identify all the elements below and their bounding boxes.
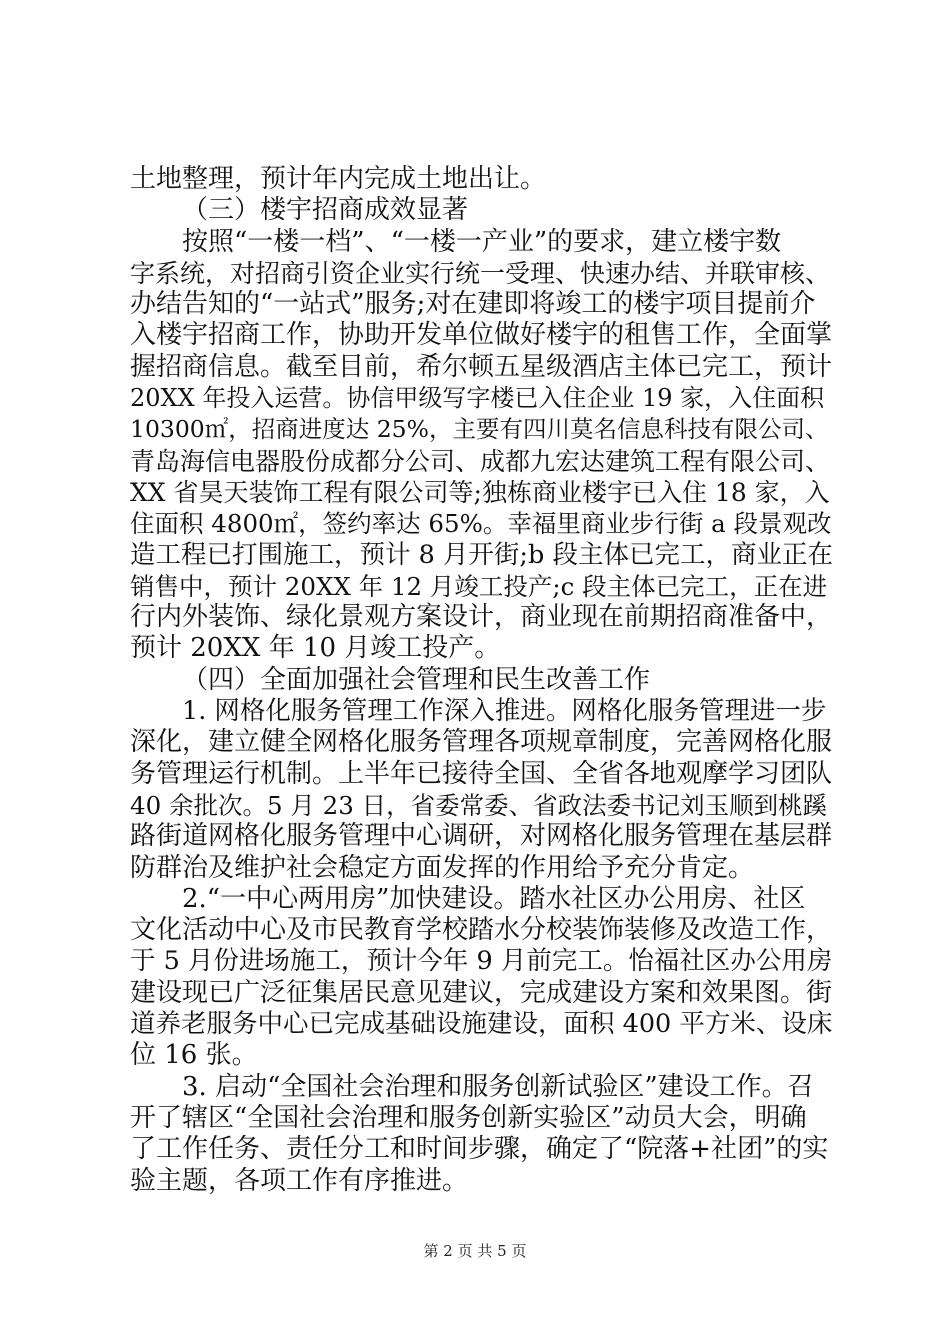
- text-line: 10300㎡，招商进度达 25%，主要有四川莫名信息科技有限公司、: [130, 415, 829, 444]
- text-line: 字系统，对招商引资企业实行统一受理、快速办结、并联审核、: [130, 258, 831, 288]
- text-line: 深化，建立健全网格化服务管理各项规章制度，完善网格化服: [130, 727, 833, 758]
- text-line: 务管理运行机制。上半年已接待全国、全省各地观摩学习团队: [130, 758, 833, 789]
- text-line: 位 16 张。: [130, 1040, 258, 1071]
- text-line: 1. 网格化服务管理工作深入推进。网格化服务管理进一步: [182, 696, 827, 727]
- text-line: 销售中，预计 20XX 年 12 月竣工投产;c 段主体已完工，正在进: [130, 571, 828, 601]
- text-line: （四）全面加强社会管理和民生改善工作: [182, 664, 651, 695]
- text-line: 土地整理，预计年内完成土地出让。: [130, 164, 547, 194]
- text-line: 20XX 年投入运营。协信甲级写字楼已入住企业 19 家，入住面积: [130, 384, 825, 413]
- text-line: 入楼宇招商工作，协助开发单位做好楼宇的租售工作，全面掌: [130, 320, 833, 351]
- text-line: 青岛海信电器股份成都分公司、成都九宏达建筑工程有限公司、: [130, 446, 831, 476]
- text-line: 2.“一中心两用房”加快建设。踏水社区办公用房、社区: [182, 883, 806, 914]
- text-line: 按照“一楼一档”、“一楼一产业”的要求，建立楼宇数: [182, 226, 782, 257]
- text-line: 开了辖区“全国社会治理和服务创新实验区”动员大会，明确: [130, 1102, 807, 1133]
- text-line: 于 5 月份进场施工，预计今年 9 月前完工。怡福社区办公用房: [130, 946, 833, 977]
- page-footer: 第 2 页 共 5 页: [423, 1242, 527, 1260]
- text-line: 住面积 4800㎡，签约率达 65%。幸福里商业步行街 a 段景观改: [130, 509, 832, 539]
- text-line: 40 余批次。5 月 23 日，省委常委、省政法委书记刘玉顺到桃蹊: [130, 790, 828, 820]
- text-line: 3. 启动“全国社会治理和服务创新试验区”建设工作。召: [182, 1071, 814, 1102]
- text-line: 文化活动中心及市民教育学校踏水分校装饰装修及改造工作，: [130, 915, 833, 946]
- text-line: 造工程已打围施工，预计 8 月开街;b 段主体已完工，商业正在: [130, 539, 833, 570]
- text-line: 建设现已广泛征集居民意见建议，完成建设方案和效果图。街: [130, 977, 833, 1008]
- text-line: XX 省昊天装饰工程有限公司等;独栋商业楼宇已入住 18 家，入: [130, 477, 830, 507]
- text-line: 了工作任务、责任分工和时间步骤，确定了“院落+社团”的实: [130, 1134, 829, 1165]
- text-line: （三）楼宇招商成效显著: [182, 195, 469, 226]
- text-line: 道养老服务中心已完成基础设施建设，面积 400 平方米、设床: [130, 1009, 833, 1040]
- text-line: 防群治及维护社会稳定方面发挥的作用给予充分肯定。: [130, 852, 755, 883]
- text-line: 办结告知的“一站式”服务;对在建即将竣工的楼宇项目提前介: [130, 289, 816, 320]
- document-body: [130, 164, 835, 1197]
- text-line: 路街道网格化服务管理中心调研，对网格化服务管理在基层群: [130, 821, 833, 852]
- text-line: 握招商信息。截至目前，希尔顿五星级酒店主体已完工，预计: [130, 351, 833, 382]
- text-line: 验主题，各项工作有序推进。: [130, 1165, 469, 1196]
- text-line: 预计 20XX 年 10 月竣工投产。: [130, 633, 501, 664]
- text-line: 行内外装饰、绿化景观方案设计，商业现在前期招商准备中，: [130, 602, 833, 633]
